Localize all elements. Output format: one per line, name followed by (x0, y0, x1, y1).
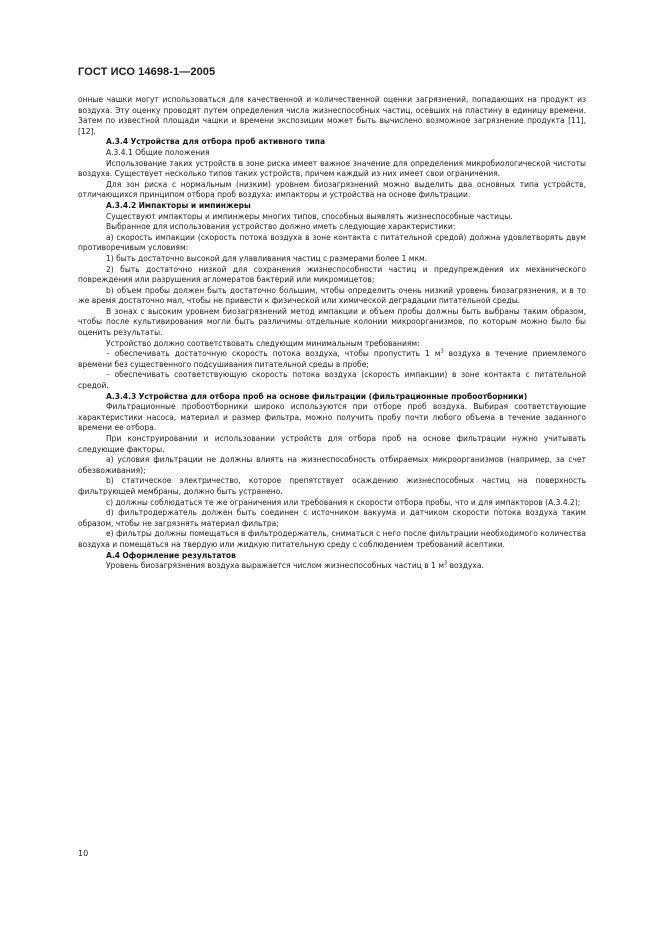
superscript: 3 (440, 348, 444, 355)
body-paragraph (78, 455, 586, 476)
body-paragraph (78, 222, 586, 233)
paragraph-text: Существуют импакторы и импинжеры многих типов, способных выявлять жизнеспособные частицы. (106, 211, 513, 221)
body-paragraph (78, 339, 586, 350)
paragraph-text: – обеспечивать достаточную скорость потока воздуха, чтобы пропустить 1 м (106, 349, 441, 359)
paragraph-text: При конструировании и использовании устройств для отбора проб на основе фильтрации нужно учитывать следующие факторы. (78, 434, 586, 454)
paragraph-text: В зонах с высоким уровнем биозагрязнений метод импакции и объем пробы должны быть выбраны таким образом, чтобы после культивирования могли быть различимы отдельные колонии микроорганизмов, по которым можно было бы оценить результаты. (78, 306, 586, 338)
paragraph-text: Выбранное для использования устройство должно иметь следующие характеристики: (106, 222, 456, 232)
body-paragraph (78, 434, 586, 455)
body-paragraph (78, 561, 586, 572)
body-paragraph (78, 402, 586, 434)
paragraph-text: 2) быть достаточно низкой для сохранения жизнеспособности частиц и предупреждения их механического повреждения или разрушения агломератов бактерий или микромицетов; (78, 264, 586, 285)
body-paragraph (78, 233, 586, 254)
superscript: 3 (444, 560, 448, 567)
section-number: А.4 (106, 550, 120, 560)
paragraph-text: онные чашки могут использоваться для качественной и количественной оценки загрязнений, попадающих на продукт из воздуха. Эту оценку проводят путем определения числа жизнеспособных частиц, осевших на пластину в единицу времени. Затем по известной площади чашки и времени экспозиции может быть вычислено возможное загрязнение продукта [11], [12]. (78, 95, 586, 136)
section-title: Оформление результатов (122, 550, 236, 560)
section-number: А.3.4.2 (106, 200, 137, 210)
body-paragraph (78, 265, 586, 286)
paragraph-text: е) фильтры должны помещаться в фильтродержатель, сниматься с него после фильтрации необходимого количества воздуха и помещаться на твердую или жидкую питательную среду с соблюдением требований асептики. (78, 529, 586, 549)
section-heading (78, 392, 586, 403)
section-title: Импакторы и импинжеры (138, 200, 251, 210)
section-heading (78, 201, 586, 212)
section-heading (78, 137, 586, 148)
body-paragraph (78, 95, 586, 137)
paragraph-text: Устройство должно соответствовать следующим минимальным требованиям: (106, 338, 420, 348)
paragraph-text: Для зон риска с нормальным (низким) уровнем биозагрязнений можно выделить два основных типа устройств, отличающихся принципом отбора проб воздуха: импакторы и устройства на основе фильтрации. (78, 179, 586, 200)
paragraph-text: d) фильтродержатель должен быть соединен с источником вакуума и датчиком скорости потока воздуха таким образом, чтобы не загрязнять материал фильтра; (78, 508, 586, 528)
paragraph-text: а) условия фильтрации не должны влиять на жизнеспособность отбираемых микроорганизмов (например, за счет обезвоживания); (78, 455, 586, 475)
paragraph-text: Использование таких устройств в зоне риска имеет важное значение для определения микробиологической чистоты воздуха. Существует несколько типов таких устройств, причем каждый из них имеет свои ограничения. (78, 158, 586, 179)
paragraph-text: А.3.4.1 Общие положения (106, 147, 210, 157)
paragraph-text: b) объем пробы должен быть достаточно большим, чтобы определить очень низкий уровень биозагрязнения, и в то же время достаточно мал, чтобы не привести к физической или химической деградации питательной среды. (78, 285, 586, 306)
paragraph-text: b) статическое электричество, которое препятствует осаждению жизнеспособных частиц на поверхность фильтрующей мембраны, должно быть устранено. (78, 476, 586, 496)
body-paragraph (78, 508, 586, 529)
paragraph-text: с) должны соблюдаться те же ограничения или требования к скорости отбора пробы, что и для импакторов (А.3.4.2); (106, 497, 581, 507)
section-heading (78, 551, 586, 562)
document-header-title: ГОСТ ИСО 14698-1—2005 (78, 66, 216, 78)
body-paragraph (78, 148, 586, 159)
body-paragraph (78, 180, 586, 201)
paragraph-text: 1) быть достаточно высокой для улавливания частиц с размерами более 1 мкм. (106, 253, 428, 263)
paragraph-text: – обеспечивать соответствующую скорость потока воздуха (скорость импакции) в зоне контакта с питательной средой. (78, 370, 586, 391)
paragraph-text-continuation: воздуха. (447, 561, 484, 571)
body-paragraph (78, 286, 586, 307)
body-paragraph (78, 254, 586, 265)
body-paragraph (78, 212, 586, 223)
paragraph-text: Фильтрационные пробоотборники широко используются при отборе проб воздуха. Выбирая соответствующие характеристики насоса, материал и размер фильтра, можно получить пробу почти любого объема в течение заданного времени ее отбора. (78, 402, 586, 433)
body-paragraph (78, 307, 586, 339)
section-number: А.3.4 (106, 137, 129, 147)
document-body (78, 95, 586, 572)
section-title: Устройства для отбора проб активного типа (130, 137, 326, 147)
paragraph-text: а) скорость импакции (скорость потока воздуха в зоне контакта с питательной средой) должна удовлетворять двум противоречивым условиям: (78, 232, 586, 253)
section-title: Устройства для отбора проб на основе фильтрации (фильтрационные пробоотборники) (138, 391, 528, 401)
paragraph-text: Уровень биозагрязнения воздуха выражается числом жизнеспособных частиц в 1 м (106, 561, 445, 571)
body-paragraph (78, 476, 586, 497)
body-paragraph (78, 529, 586, 550)
page-number: 10 (78, 849, 89, 858)
body-paragraph (78, 159, 586, 180)
section-number: А.3.4.3 (106, 391, 137, 401)
body-paragraph (78, 498, 586, 509)
body-paragraph (78, 349, 586, 370)
body-paragraph (78, 370, 586, 391)
paragraph-text-continuation: воздуха в течение приемлемого времени без существенного подсушивания питательной среды в пробе; (78, 349, 586, 369)
